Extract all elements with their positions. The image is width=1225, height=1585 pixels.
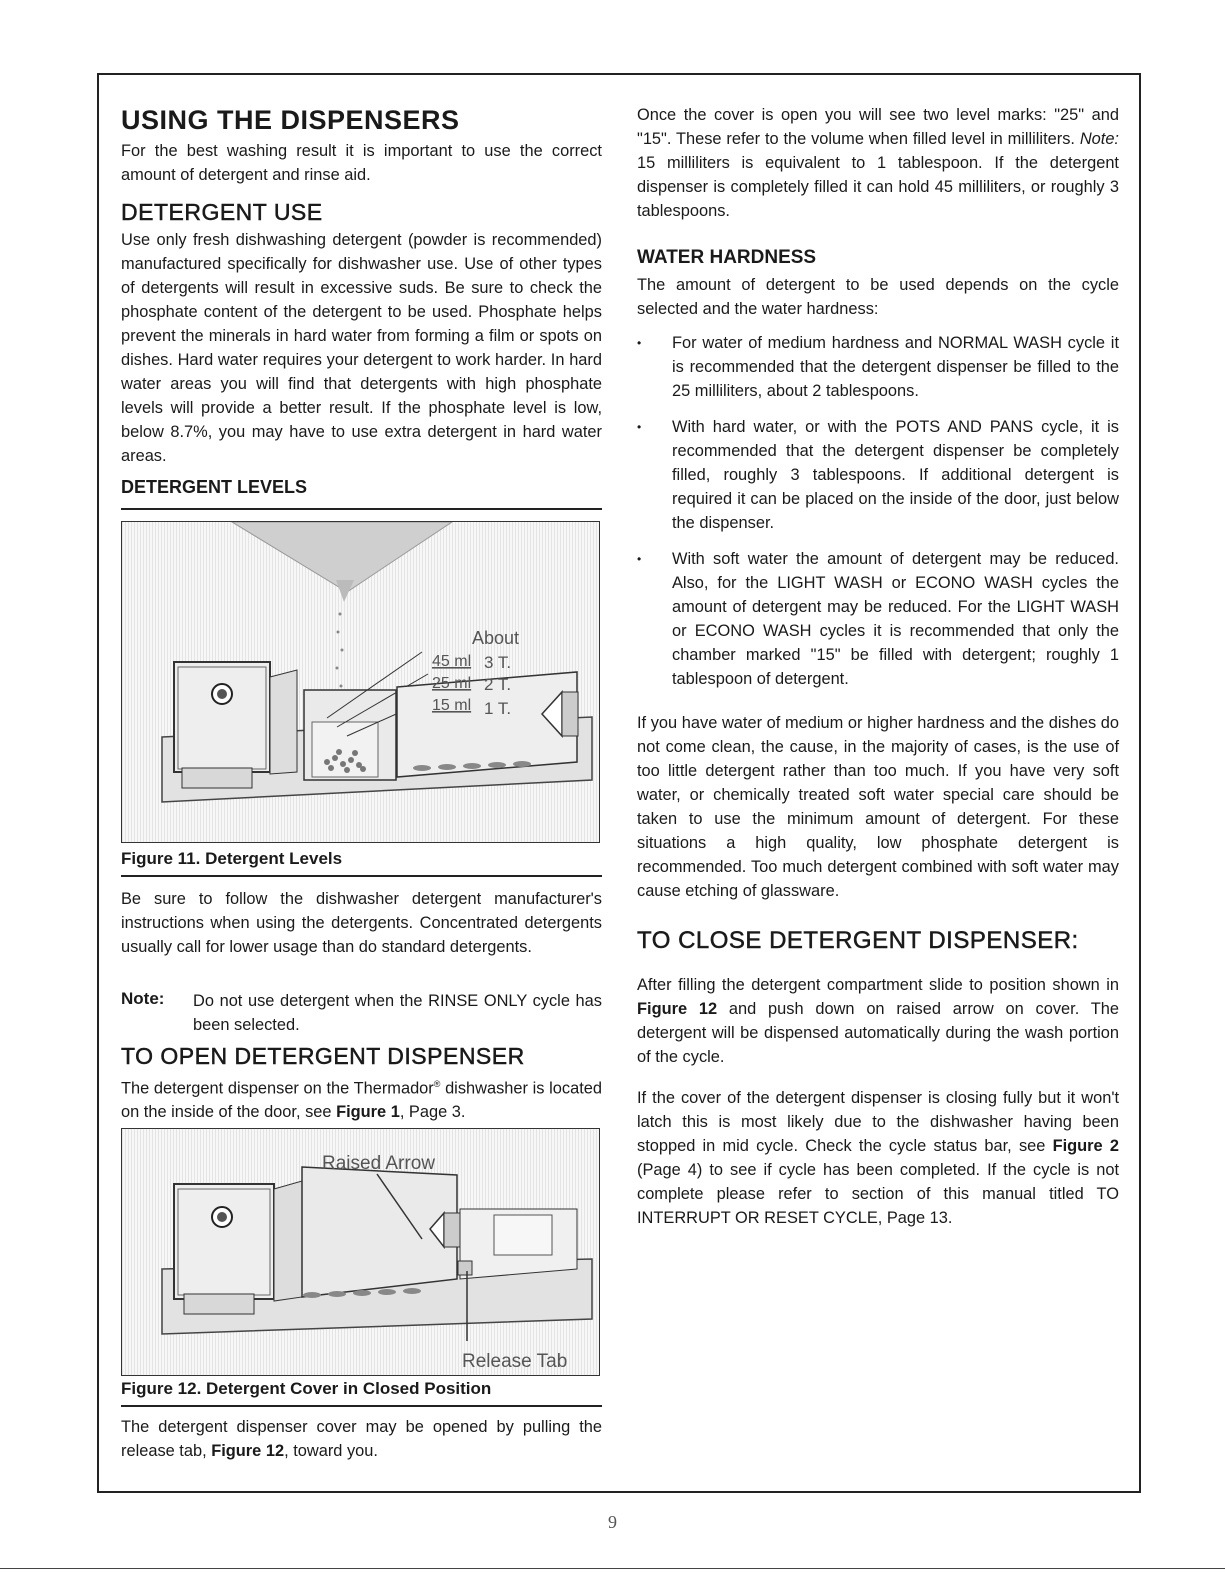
open-dispenser-heading: TO OPEN DETERGENT DISPENSER — [121, 1043, 525, 1069]
label-45ml: 45 ml — [432, 653, 472, 670]
cover-levels-text: Once the cover is open you will see two level marks: "25" and "15". These refer to the volume when filled level in milliliters. Note: 15 milliliters is equivalent to 1 tablespoon. If the detergent dispenser is completely filled it can hold 45 milliliters, or roughly 3 tablespoons. — [637, 106, 1119, 220]
page-frame — [97, 73, 1141, 1493]
latch-text: If the cover of the detergent dispenser is closing fully but it won't latch this is most likely due to the dishwasher having been stopped in mid cycle. Check the cycle status bar, see Figure 2 (Page 4) to see if cycle has been completed. If the cycle is not complete please refer to section of this manual titled TO INTERRUPT OR RESET CYCLE, Page 13. — [637, 1089, 1119, 1227]
figure-11-caption: Figure 11. Detergent Levels — [121, 849, 343, 868]
after-fig12-text: The detergent dispenser cover may be opened by pulling the release tab, Figure 12, toward you. — [121, 1418, 602, 1460]
section-rule — [121, 508, 602, 510]
label-about: About — [472, 628, 520, 648]
figure-12-caption: Figure 12. Detergent Cover in Closed Position — [121, 1379, 492, 1398]
detergent-levels-heading: DETERGENT LEVELS — [121, 477, 308, 497]
list-item: • With hard water, or with the POTS AND PANS cycle, it is recommended that the detergent dispenser be completely filled, roughly 3 tablespoons. If additional detergent is required it can be placed on the inside of the door, just below the dispenser. — [637, 415, 1119, 535]
figure-1-ref: Figure 1 — [336, 1103, 400, 1122]
detergent-use-text: Use only fresh dishwashing detergent (powder is recommended) manufactured specifically for dishwasher use. Use of other types of detergents will result in excessive suds. Be sure to check the phosphate content of the detergent to be used. Phosphate helps prevent the minerals in hard water from forming a film or spots on dishes. Hard water requires your detergent to work harder. In hard water areas you will find that detergents with high phosphate levels will provide a better result. If the phosphate level is low, below 8.7%, you may have to use extra detergent in hard water areas. — [121, 231, 602, 465]
label-release-tab: Release Tab — [462, 1351, 568, 1372]
label-raised-arrow: Raised Arrow — [322, 1153, 435, 1174]
label-1t: 1 T. — [484, 699, 512, 718]
after-fig11-text: Be sure to follow the dishwasher detergent manufacturer's instructions when using the detergents. Concentrated detergents usually call for lower usage than do standard detergents. — [121, 890, 602, 956]
figure-12-image — [121, 1128, 600, 1376]
detergent-use-heading: DETERGENT USE — [121, 199, 323, 225]
caption-rule — [121, 875, 602, 877]
figure-12-ref: Figure 12 — [211, 1442, 285, 1460]
hardness-list — [637, 331, 1119, 703]
water-hardness-intro: The amount of detergent to be used depends on the cycle selected and the water hardness: — [637, 276, 1119, 318]
list-item: • For water of medium hardness and NORMAL WASH cycle it is recommended that the detergent dispenser be filled to the 25 milliliters, about 2 tablespoons. — [637, 331, 1119, 403]
open-dispenser-text: The detergent dispenser on the Thermador® dishwasher is located on the inside of the door, see Figure 1, Page 3. — [121, 1079, 602, 1122]
intro-text: For the best washing result it is important to use the correct amount of detergent and rinse aid. — [121, 142, 602, 184]
close-dispenser-text: After filling the detergent compartment slide to position shown in Figure 12 and push down on raised arrow on cover. The detergent will be dispensed automatically during the wash portion of the cycle. — [637, 976, 1120, 1066]
note-text: Do not use detergent when the RINSE ONLY cycle has been selected. — [193, 992, 602, 1034]
figure-11-image — [121, 521, 600, 843]
note-label: Note: — [121, 989, 165, 1008]
close-dispenser-heading: TO CLOSE DETERGENT DISPENSER: — [637, 927, 1079, 954]
label-3t: 3 T. — [484, 653, 512, 672]
label-25ml: 25 ml — [432, 675, 472, 692]
water-hardness-heading: WATER HARDNESS — [637, 247, 817, 268]
medium-hardness-text: If you have water of medium or higher hardness and the dishes do not come clean, the cause, in the majority of cases, is the use of too little detergent rather than too much. If you have very soft water, or chemically treated soft water special care should be taken to use the minimum amount of detergent. For these situations a high quality, low phosphate detergent is recommended. Too much detergent combined with soft water may cause etching of glassware. — [637, 714, 1119, 900]
figure-2-ref: Figure 2 — [1052, 1137, 1119, 1155]
label-2t: 2 T. — [484, 675, 512, 694]
bottom-rule — [0, 1568, 1225, 1569]
caption-rule — [121, 1405, 602, 1407]
list-item: • With soft water the amount of detergent may be reduced. Also, for the LIGHT WASH or ECONO WASH cycles the amount of detergent may be reduced. For the LIGHT WASH or ECONO WASH cycles it is recommended that only the chamber marked "15" be filled with detergent; roughly 1 tablespoon of detergent. — [637, 547, 1119, 691]
figure-12-ref: Figure 12 — [637, 1000, 718, 1018]
page-number: 9 — [608, 1512, 617, 1532]
page-title: USING THE DISPENSERS — [121, 105, 460, 135]
label-15ml: 15 ml — [432, 697, 472, 714]
